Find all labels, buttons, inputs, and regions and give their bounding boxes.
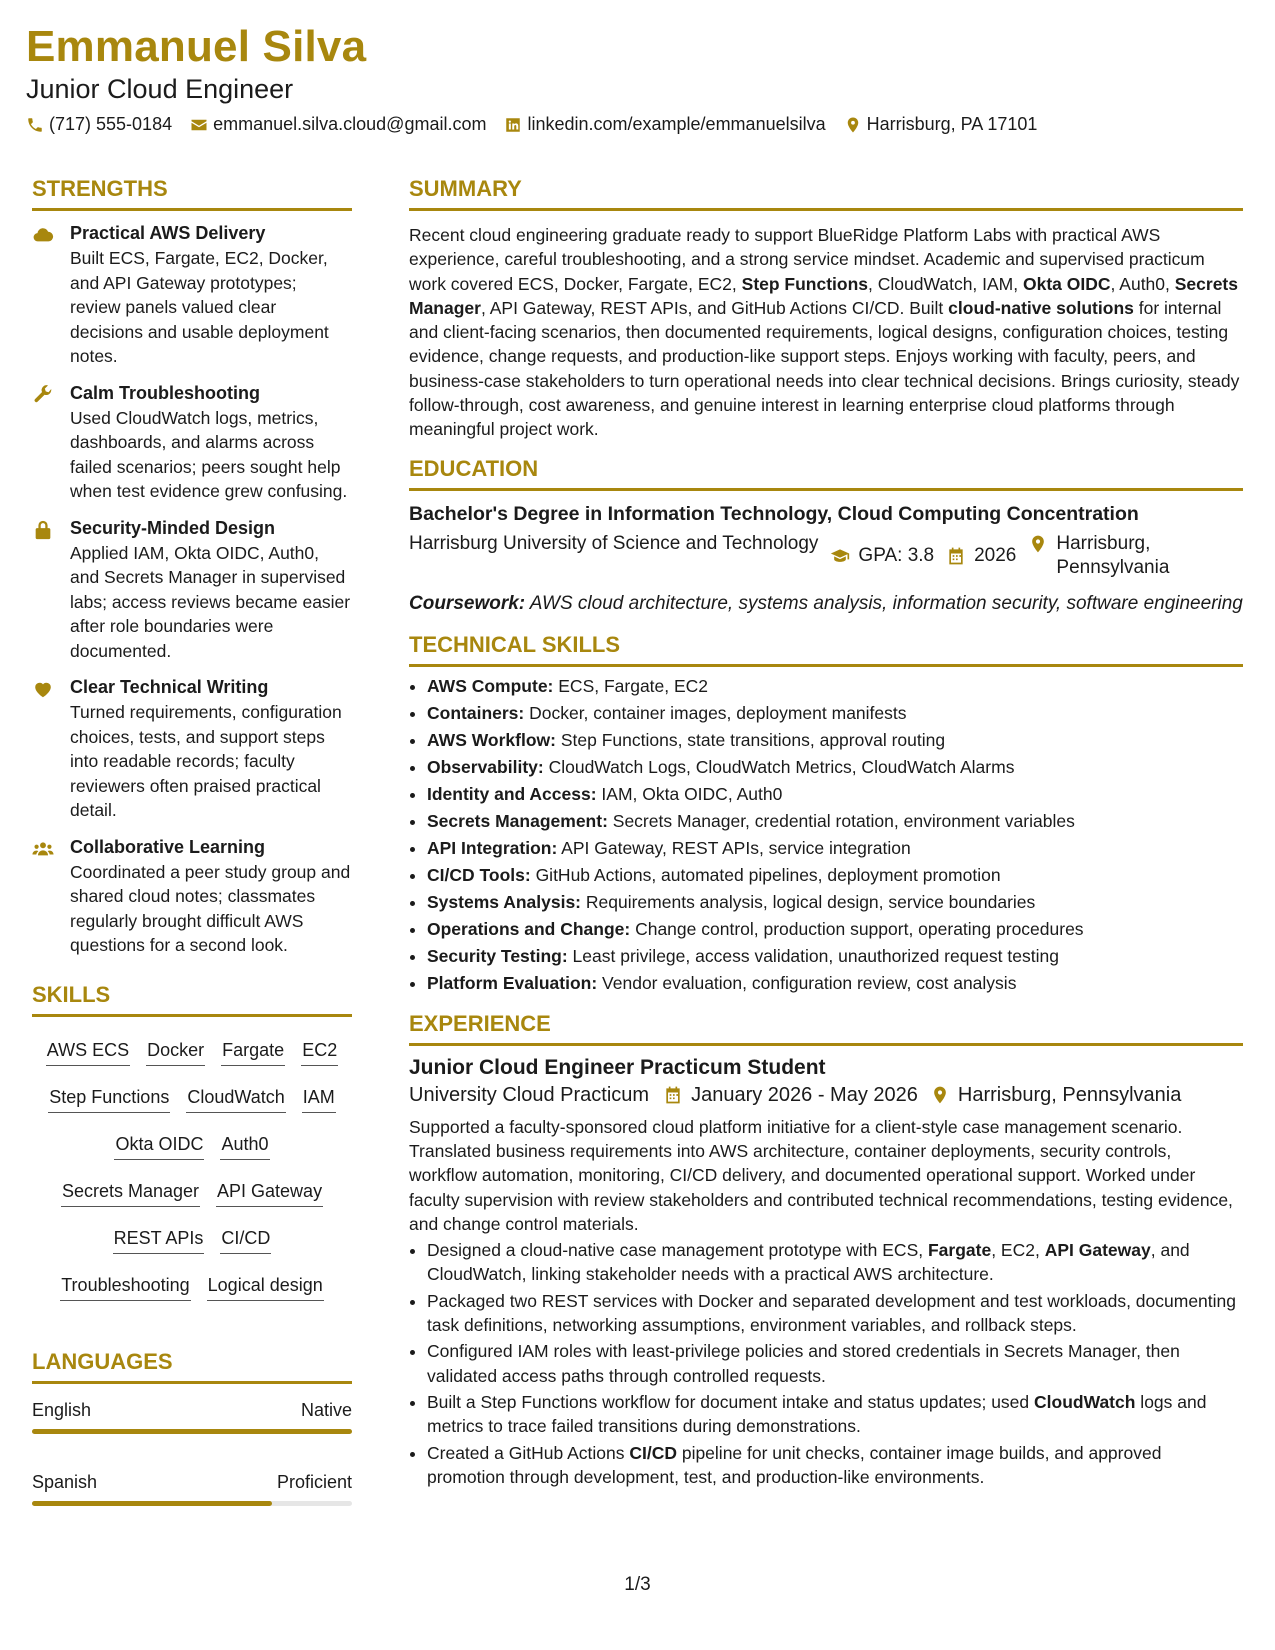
technical-skill-item: [427, 781, 1243, 808]
skill-chip: Auth0: [220, 1130, 269, 1160]
technical-skill-value: ECS, Fargate, EC2: [553, 675, 709, 696]
strength-item: [32, 383, 352, 504]
skill-chip: Troubleshooting: [60, 1271, 190, 1301]
technical-skill-label: CI/CD Tools:: [427, 864, 531, 885]
gpa-text: GPA: 3.8: [858, 544, 935, 566]
text-segment: , Auth0,: [1110, 273, 1175, 294]
map-pin-icon: [844, 116, 862, 134]
strength-description: Turned requirements, configuration choices, tests, and support steps into readable records; faculty reviewers often praised practical detail.: [70, 702, 342, 820]
location-meta: [1028, 532, 1170, 580]
language-name: Spanish: [32, 1471, 98, 1492]
contact-linkedin[interactable]: [504, 114, 825, 135]
job-details: [409, 1084, 1243, 1107]
technical-skill-item: [427, 889, 1243, 916]
text-segment: Recent cloud engineering graduate ready to support BlueRidge Platform Labs with practical AWS experience, careful troubleshooting, and a strong service mindset. Academic and supervised practicum work covered ECS, Docker, Fargate, EC2,: [409, 225, 1205, 294]
language-level: Native: [300, 1399, 352, 1420]
users-icon: [32, 838, 54, 860]
emphasis-text: CloudWatch: [1034, 1391, 1136, 1412]
technical-skill-item: [427, 862, 1243, 889]
degree-title: Bachelor's Degree in Information Technology, Cloud Computing Concentration: [409, 502, 1139, 525]
text-segment: for internal and client-facing scenarios, then documented requirements, logical designs, configuration choices, testing evidence, change requests, and production-like support steps. Enjoys working with faculty, peers, and business-case stakeholders to turn operational needs into clear technical decisions. Brings curiosity, steady follow-through, cost awareness, and genuine interest in learning enterprise cloud platforms through meaningful project work.: [409, 297, 1240, 440]
coursework-label: Coursework:: [409, 592, 526, 614]
technical-skill-value: CloudWatch Logs, CloudWatch Metrics, CloudWatch Alarms: [543, 756, 1015, 777]
candidate-name: Emmanuel Silva: [26, 22, 367, 71]
technical-skill-label: Identity and Access:: [427, 783, 597, 804]
skill-chip: CloudWatch: [186, 1083, 285, 1113]
emphasis-text: Step Functions: [741, 273, 869, 294]
skill-chip: Step Functions: [48, 1083, 170, 1113]
text-segment: , CloudWatch, IAM,: [868, 273, 1023, 294]
map-pin-icon: [1028, 534, 1048, 554]
languages-section: [32, 1349, 352, 1506]
skill-chip: Fargate: [221, 1036, 285, 1066]
language-item: [32, 1400, 352, 1434]
contact-location: [844, 114, 1038, 135]
technical-skill-value: Secrets Manager, credential rotation, environment variables: [607, 810, 1075, 831]
language-bar: [32, 1429, 352, 1434]
language-name: English: [32, 1399, 92, 1420]
strengths-section: [32, 176, 352, 958]
emphasis-text: API Gateway: [1044, 1240, 1151, 1261]
technical-skill-item: [427, 727, 1243, 754]
experience-bullet: [427, 1289, 1243, 1338]
technical-skill-value: Step Functions, state transitions, approval routing: [555, 729, 946, 750]
technical-skill-label: Security Testing:: [427, 945, 568, 966]
strength-item: [32, 837, 352, 958]
technical-skills-heading: TECHNICAL SKILLS: [409, 632, 1243, 667]
job-location: Harrisburg, Pennsylvania: [957, 1083, 1182, 1106]
gpa-meta: [830, 532, 934, 580]
technical-skill-label: Containers:: [427, 702, 525, 723]
skill-chip: IAM: [302, 1083, 336, 1113]
text-segment: logs and metrics to trace failed transitions during demonstrations.: [427, 1391, 1207, 1437]
language-item: [32, 1472, 352, 1506]
skill-chip: CI/CD: [220, 1224, 271, 1254]
emphasis-text: Okta OIDC: [1023, 273, 1111, 294]
technical-skill-label: Operations and Change:: [427, 918, 631, 939]
skills-heading: SKILLS: [32, 982, 352, 1017]
technical-skill-value: Change control, production support, operating procedures: [630, 918, 1084, 939]
graduation-year: 2026: [974, 544, 1017, 566]
job-dates-meta: [663, 1084, 918, 1107]
skill-chip: API Gateway: [216, 1177, 323, 1207]
technical-skill-label: Systems Analysis:: [427, 891, 582, 912]
contact-bar: [26, 114, 1055, 135]
left-column: [32, 176, 352, 1530]
summary-heading: SUMMARY: [409, 176, 1243, 211]
contact-linkedin-text: linkedin.com/example/emmanuelsilva: [527, 114, 826, 134]
text-segment: Designed a cloud-native case management prototype with ECS,: [427, 1240, 928, 1261]
language-bar-fill: [32, 1501, 272, 1506]
skill-chip: Okta OIDC: [114, 1130, 204, 1160]
experience-bullet: [427, 1238, 1243, 1287]
phone-icon: [26, 116, 44, 134]
technical-skill-label: Secrets Management:: [427, 810, 608, 831]
technical-skill-value: API Gateway, REST APIs, service integration: [557, 837, 911, 858]
languages-heading: LANGUAGES: [32, 1349, 352, 1384]
technical-skill-item: [427, 673, 1243, 700]
technical-skill-value: Vendor evaluation, configuration review, cost analysis: [597, 972, 1017, 993]
contact-email-text: emmanuel.silva.cloud@gmail.com: [213, 114, 487, 134]
contact-location-text: Harrisburg, PA 17101: [866, 114, 1038, 134]
experience-bullets: [409, 1238, 1243, 1489]
strength-item: [32, 223, 352, 369]
summary-section: [409, 176, 1243, 442]
contact-email[interactable]: [190, 114, 486, 135]
skills-section: [32, 982, 352, 1311]
technical-skill-value: IAM, Okta OIDC, Auth0: [596, 783, 783, 804]
text-segment: pipeline for unit checks, container image builds, and approved promotion through development, test, and production-like environments.: [427, 1442, 1162, 1487]
emphasis-text: cloud-native solutions: [948, 297, 1134, 318]
education-section: [409, 456, 1243, 616]
technical-skill-label: AWS Workflow:: [427, 729, 556, 750]
job-location-meta: [930, 1084, 1181, 1107]
text-segment: Created a GitHub Actions: [427, 1442, 630, 1463]
text-segment: , EC2,: [991, 1240, 1045, 1261]
job-title: Junior Cloud Engineer Practicum Student: [409, 1055, 826, 1079]
calendar-icon: [663, 1085, 683, 1105]
candidate-role: Junior Cloud Engineer: [26, 74, 294, 104]
technical-skill-label: AWS Compute:: [427, 675, 554, 696]
strength-item: [32, 677, 352, 823]
language-bar-fill: [32, 1429, 352, 1434]
skills-list: [32, 1029, 352, 1311]
linkedin-icon: [504, 116, 522, 134]
coursework-text: AWS cloud architecture, systems analysis, information security, software engineering: [529, 592, 1243, 614]
heart-icon: [32, 678, 54, 700]
technical-skill-label: Platform Evaluation:: [427, 972, 598, 993]
education-details: [409, 532, 1243, 580]
contact-phone-text: (717) 555-0184: [49, 114, 173, 134]
school-name: Harrisburg University of Science and Technology: [409, 532, 819, 554]
technical-skill-value: Docker, container images, deployment manifests: [524, 702, 907, 723]
strength-title: Security-Minded Design: [70, 517, 276, 538]
strength-description: Built ECS, Fargate, EC2, Docker, and API Gateway prototypes; review panels valued clear decisions and usable deployment notes.: [70, 248, 329, 366]
strength-title: Practical AWS Delivery: [70, 223, 266, 243]
skill-chip: AWS ECS: [46, 1036, 130, 1066]
education-location: Harrisburg, Pennsylvania: [1056, 532, 1170, 578]
technical-skills-list: [409, 673, 1243, 997]
emphasis-text: Secrets Manager: [409, 273, 1238, 318]
text-segment: Built a Step Functions workflow for document intake and status updates; used: [427, 1391, 1035, 1412]
emphasis-text: CI/CD: [629, 1442, 677, 1463]
technical-skill-value: Requirements analysis, logical design, service boundaries: [581, 891, 1036, 912]
text-segment: , and CloudWatch, linking stakeholder needs with a practical AWS architecture.: [427, 1240, 1190, 1285]
language-bar: [32, 1501, 352, 1506]
strength-title: Collaborative Learning: [70, 836, 266, 857]
right-column: [409, 176, 1243, 1491]
technical-skill-value: GitHub Actions, automated pipelines, deployment promotion: [530, 864, 1001, 885]
experience-section: [409, 1011, 1243, 1489]
skill-chip: Docker: [146, 1036, 205, 1066]
skill-chip: Secrets Manager: [61, 1177, 200, 1207]
map-pin-icon: [930, 1085, 950, 1105]
technical-skills-section: [409, 632, 1243, 997]
experience-bullet: [427, 1441, 1243, 1490]
technical-skill-item: [427, 970, 1243, 997]
job-organization: University Cloud Practicum: [409, 1083, 650, 1106]
summary-text: [409, 223, 1243, 442]
strength-item: [32, 518, 352, 664]
lock-icon: [32, 519, 54, 541]
text-segment: , API Gateway, REST APIs, and GitHub Actions CI/CD. Built: [480, 297, 949, 318]
page-number: 1/3: [624, 1574, 651, 1595]
experience-bullet: [427, 1339, 1243, 1388]
text-segment: Packaged two REST services with Docker and separated development and test workloads, documenting task definitions, networking assumptions, environment variables, and rollback steps.: [427, 1290, 1236, 1336]
technical-skill-item: [427, 943, 1243, 970]
language-level: Proficient: [276, 1471, 352, 1492]
calendar-icon: [946, 546, 966, 566]
contact-phone[interactable]: [26, 114, 172, 135]
graduation-cap-icon: [830, 546, 850, 566]
skill-chip: Logical design: [207, 1271, 324, 1301]
technical-skill-item: [427, 835, 1243, 862]
cloud-icon: [32, 224, 54, 246]
technical-skill-label: API Integration:: [427, 837, 558, 858]
experience-bullet: [427, 1390, 1243, 1439]
envelope-icon: [190, 116, 208, 134]
year-meta: [946, 532, 1016, 580]
technical-skill-label: Observability:: [427, 756, 544, 777]
technical-skill-item: [427, 916, 1243, 943]
technical-skill-item: [427, 700, 1243, 727]
technical-skill-item: [427, 808, 1243, 835]
strength-title: Calm Troubleshooting: [70, 382, 261, 403]
skill-chip: REST APIs: [113, 1224, 205, 1254]
job-dates: January 2026 - May 2026: [691, 1083, 918, 1106]
emphasis-text: Fargate: [927, 1240, 992, 1261]
strength-description: Used CloudWatch logs, metrics, dashboards, and alarms across failed scenarios; peers sought help when test evidence grew confusing.: [70, 407, 348, 501]
coursework: [409, 592, 1243, 616]
technical-skill-item: [427, 754, 1243, 781]
strengths-heading: STRENGTHS: [32, 176, 352, 211]
wrench-icon: [32, 384, 54, 406]
education-heading: EDUCATION: [409, 456, 1243, 491]
text-segment: Configured IAM roles with least-privilege policies and stored credentials in Secrets Manager, then validated access paths through controlled requests.: [427, 1341, 1180, 1386]
strength-description: Applied IAM, Okta OIDC, Auth0, and Secrets Manager in supervised labs; access reviews became easier after role boundaries were documented.: [70, 542, 351, 661]
experience-heading: EXPERIENCE: [409, 1011, 1243, 1046]
strength-title: Clear Technical Writing: [70, 677, 269, 697]
technical-skill-value: Least privilege, access validation, unauthorized request testing: [567, 945, 1059, 966]
skill-chip: EC2: [301, 1036, 338, 1066]
job-description: Supported a faculty-sponsored cloud platform initiative for a client-style case management scenario. Translated business requirements into AWS architecture, container deployments, security controls, workflow automation, monitoring, CI/CD delivery, and documented operational support. Worked under faculty supervision with review stakeholders and contributed technical recommendations, testing evidence, and change control materials.: [409, 1116, 1233, 1234]
strength-description: Coordinated a peer study group and shared cloud notes; classmates regularly brought difficult AWS questions for a second look.: [70, 861, 351, 955]
